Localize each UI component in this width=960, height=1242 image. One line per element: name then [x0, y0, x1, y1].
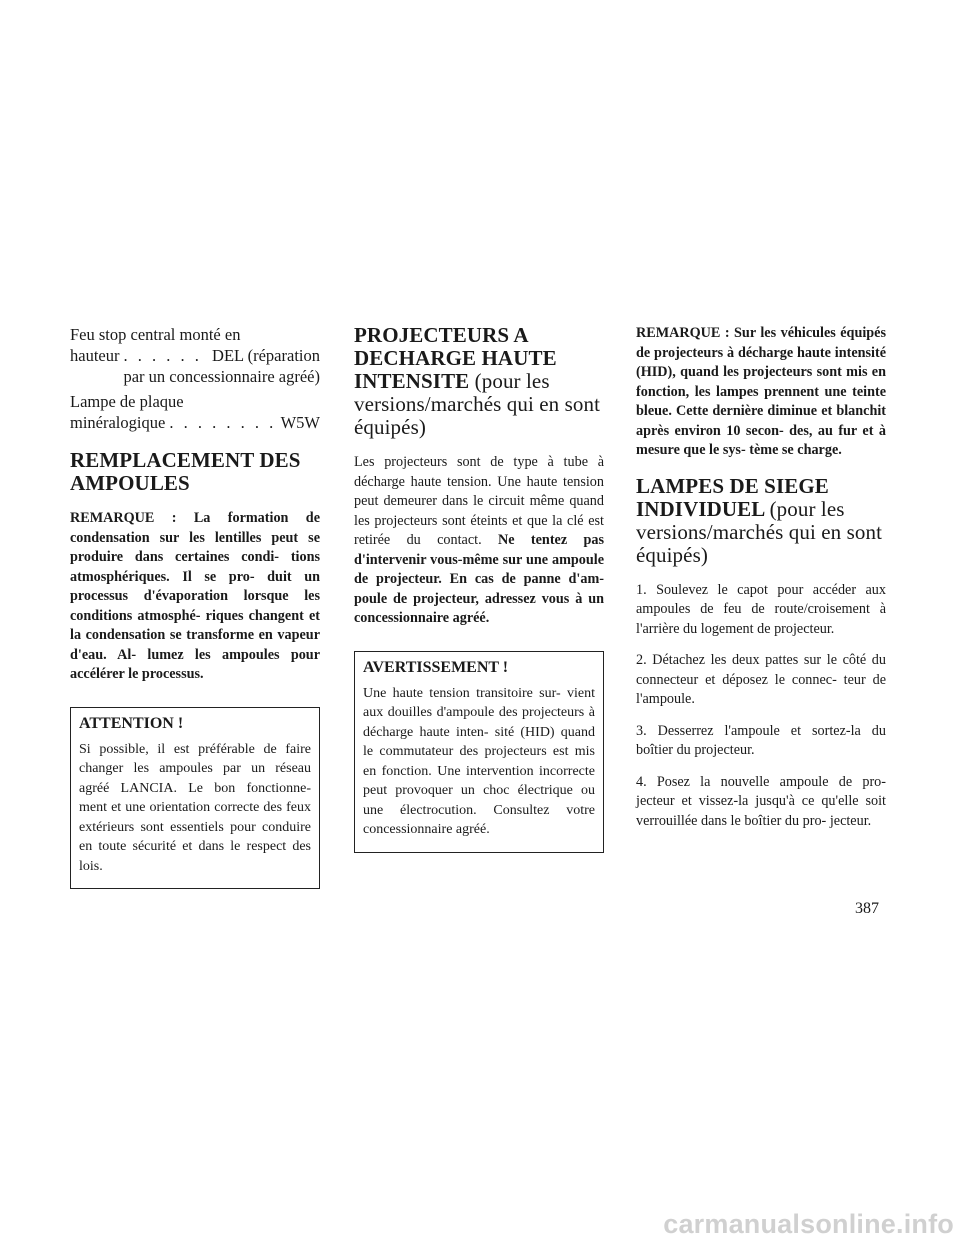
step-3: 3. Desserrez l'ampoule et sortez-la du boîtier du projecteur. [636, 722, 886, 758]
warning-box [354, 651, 604, 853]
step-1: 1. Soulevez le capot pour accéder aux ampoules de feu de route/croisement à l'arrière du logement de projecteur. [636, 581, 886, 637]
spec-value: DEL (réparation [212, 346, 320, 365]
page-number: 387 [855, 900, 879, 917]
spec-label: Feu stop central monté en [70, 325, 241, 344]
section-title-bulb-replacement: REMPLACEMENT DES AMPOULES [70, 448, 301, 495]
hid-description [354, 453, 604, 629]
warning-text: Une haute tension transitoire sur- vient aux douilles d'ampoule des projecteurs à décharge haute inten- sité (HID) quand le commutateur des projecteurs est mis en fonction. Une intervention incorrecte peut provoquer un choc électrique ou une électrocution. Consultez votre concessionnaire agréé. [363, 685, 595, 837]
warning-title: AVERTISSEMENT ! [363, 658, 509, 676]
spec-label: hauteur [70, 346, 120, 365]
leader-dots [123, 345, 208, 366]
hid-description-text: Les projecteurs sont de type à tube à décharge haute tension. Une haute tension peut demeurer dans le circuit même quand les projecteurs sont éteints et que la clé est retirée du contact. [354, 454, 604, 548]
section-title-main: LAMPES DE SIEGE INDIVIDUEL [636, 473, 829, 521]
condensation-note: REMARQUE : La formation de condensation sur les lentilles peut se produire dans certaines condi- tions atmosphériques. Il se pro- duit un processus d'évaporation lorsque les conditions atmosphé- riques changent et la condensation se transforme en vapeur d'eau. Al- lumez les ampoules pour accélérer le processus. [70, 510, 320, 682]
spec-label: Lampe de plaque [70, 392, 184, 411]
step-4: 4. Posez la nouvelle ampoule de pro- jecteur et vissez-la jusqu'à ce qu'elle soit verrouillée dans le boîtier du pro- jecteur. [636, 773, 886, 829]
spec-entry-license-plate-lamp [70, 391, 320, 433]
caution-box [70, 707, 320, 890]
section-title-main: PROJECTEURS A DECHARGE HAUTE INTENSITE [354, 323, 557, 393]
step-2: 2. Détachez les deux pattes sur le côté du connecteur et déposez le connec- teur de l'ampoule. [636, 652, 886, 707]
spec-value-continued: par un concessionnaire agréé) [123, 367, 320, 386]
watermark: carmanualsonline.info [663, 1209, 954, 1239]
spec-entry-central-stop-lamp [70, 324, 320, 387]
section-title-seat-lamps [636, 475, 886, 567]
hid-blue-tint-note: REMARQUE : Sur les véhicules équipés de projecteurs à décharge haute intensité (HID), quand les projecteurs sont mis en fonction, les lampes prennent une teinte bleue. Cette dernière diminue et blanchit après environ 10 secon- des, au fur et à mesure que le sys- tème se charge. [636, 325, 886, 458]
middle-column [354, 324, 604, 853]
section-title-qualifier: (pour les versions/marchés qui en sont équipés) [354, 369, 601, 439]
section-title-qualifier: (pour les versions/marchés qui en sont équipés) [636, 496, 883, 567]
caution-title: ATTENTION ! [79, 714, 184, 732]
section-title-hid-headlamps [354, 324, 604, 439]
caution-text: Si possible, il est préférable de faire changer les ampoules par un réseau agréé LANCIA. Le bon fonctionne- ment et une orientation correcte des feux extérieurs sont essentiels pour conduire en toute sécurité et dans le respect des lois. [79, 741, 311, 874]
spec-value: W5W [280, 413, 320, 432]
leader-dots [169, 412, 276, 433]
spec-label: minéralogique [70, 413, 166, 432]
hid-description-emphasis: Ne tentez pas d'intervenir vous-même sur une ampoule de projecteur. En cas de panne d'am- poule de projecteur, adressez vous à un concessionnaire agréé. [354, 532, 604, 626]
left-column [70, 324, 320, 889]
right-column [636, 324, 886, 843]
